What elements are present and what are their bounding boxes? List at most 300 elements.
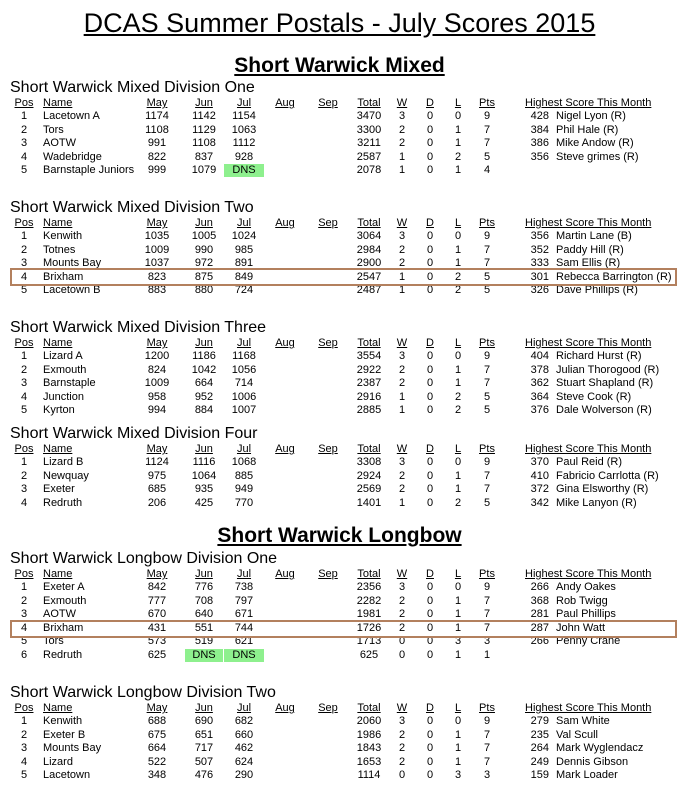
cell-jun: 1042 — [191, 363, 217, 376]
cell-hs_name: Andy Oakes — [556, 581, 616, 593]
cell-pos: 3 — [20, 608, 28, 620]
cell-total: 2900 — [356, 257, 382, 269]
cell-hs_name: Richard Hurst (R) — [556, 350, 642, 362]
cell-hs_score: 287 — [530, 621, 549, 634]
cell-hs_score: 410 — [530, 469, 549, 482]
header-l — [448, 702, 468, 715]
cell-pos: 5 — [20, 164, 28, 176]
cell-hs_name: Steve Cook (R) — [556, 390, 632, 403]
cell-pts: 7 — [483, 621, 491, 634]
header-l-label: L — [454, 702, 462, 714]
cell-total: 2282 — [356, 594, 382, 607]
header-may-label: May — [146, 568, 168, 580]
header-l — [448, 568, 468, 581]
table-row — [0, 244, 679, 257]
cell-hs_score: 333 — [530, 257, 549, 269]
cell-may: 1037 — [144, 257, 170, 269]
header-sep — [311, 337, 345, 350]
cell-d: 0 — [426, 608, 434, 620]
header-total-label: Total — [357, 568, 381, 580]
cell-name: Redruth — [43, 496, 83, 509]
cell-w: 2 — [398, 137, 406, 149]
cell-hs_score: 266 — [530, 581, 549, 593]
cell-d: 0 — [426, 635, 434, 647]
cell-name: Exeter A — [43, 581, 85, 593]
cell-name: Kenwith — [43, 715, 83, 727]
cell-name: Lacetown B — [43, 284, 101, 296]
cell-jun: 551 — [194, 621, 214, 634]
cell-jul: 1006 — [231, 390, 257, 403]
cell-may: 573 — [147, 635, 167, 647]
cell-jun: 664 — [194, 377, 214, 389]
cell-l: 1 — [454, 755, 462, 768]
cell-jul: 1024 — [231, 230, 257, 242]
header-total-label: Total — [357, 217, 381, 229]
table-row — [0, 377, 679, 390]
header-total-label: Total — [357, 702, 381, 714]
cell-pos: 3 — [20, 257, 28, 269]
cell-total: 1986 — [356, 728, 382, 741]
cell-hs_name: Sam White — [556, 715, 610, 727]
cell-jun: 476 — [194, 769, 214, 781]
header-aug-label: Aug — [275, 337, 295, 349]
division-title: Short Warwick Mixed Division Two — [10, 199, 254, 216]
cell-pos: 5 — [20, 635, 28, 647]
cell-jul: 885 — [234, 469, 254, 482]
cell-d: 0 — [426, 390, 434, 403]
header-aug — [268, 97, 302, 110]
header-hs — [525, 97, 651, 110]
cell-pos: 2 — [20, 728, 28, 741]
header-pos-label: Pos — [14, 337, 34, 349]
header-pos — [10, 443, 38, 456]
cell-d: 0 — [426, 137, 434, 149]
header-jun — [185, 337, 223, 350]
cell-hs_score: 356 — [530, 230, 549, 242]
table-header — [0, 217, 679, 230]
header-hs-label: Highest Score This Month — [525, 337, 652, 349]
header-total — [349, 337, 389, 350]
cell-d: 0 — [426, 496, 434, 509]
cell-d: 0 — [426, 728, 434, 741]
cell-hs_name: John Watt — [556, 621, 606, 634]
header-jul — [224, 97, 264, 110]
header-hs-label: Highest Score This Month — [525, 568, 652, 580]
cell-total: 2356 — [356, 581, 382, 593]
cell-total: 625 — [359, 648, 379, 661]
cell-may: 1009 — [144, 377, 170, 389]
table-row — [0, 483, 679, 496]
cell-d: 0 — [426, 230, 434, 242]
cell-w: 2 — [398, 621, 406, 634]
cell-hs_name: Phil Hale (R) — [556, 123, 619, 136]
cell-d: 0 — [426, 648, 434, 661]
cell-hs_score: 264 — [530, 742, 549, 754]
table-row — [0, 715, 679, 728]
cell-pos: 1 — [20, 581, 28, 593]
cell-total: 1653 — [356, 755, 382, 768]
table-row — [0, 581, 679, 594]
cell-d: 0 — [426, 621, 434, 634]
cell-total: 1401 — [356, 496, 382, 509]
cell-jul: 462 — [234, 742, 254, 754]
table-row — [0, 470, 679, 483]
cell-total: 2922 — [356, 363, 382, 376]
header-may — [138, 217, 176, 230]
cell-l: 1 — [454, 137, 462, 149]
cell-name: Lacetown A — [43, 110, 100, 122]
cell-w: 2 — [398, 608, 406, 620]
cell-jul: 1063 — [231, 123, 257, 136]
cell-jun: 1116 — [192, 456, 216, 468]
cell-d: 0 — [426, 715, 434, 727]
cell-total: 3064 — [356, 230, 382, 242]
cell-l: 1 — [454, 363, 462, 376]
header-hs — [525, 337, 651, 350]
header-pts — [476, 443, 498, 456]
cell-pos: 3 — [20, 483, 28, 495]
cell-w: 3 — [398, 230, 406, 242]
header-jun — [185, 443, 223, 456]
header-w — [392, 443, 412, 456]
cell-name: Kenwith — [43, 230, 83, 242]
table-row — [0, 769, 679, 782]
cell-may: 685 — [147, 483, 167, 495]
cell-pos: 1 — [20, 110, 28, 122]
header-may-label: May — [146, 443, 168, 455]
cell-hs_score: 364 — [530, 390, 549, 403]
header-hs — [525, 443, 651, 456]
cell-d: 0 — [426, 377, 434, 389]
cell-pts: 9 — [483, 230, 491, 242]
cell-pts: 5 — [483, 390, 491, 403]
cell-jun: DNS — [185, 649, 223, 662]
cell-hs_score: 378 — [530, 363, 549, 376]
cell-l: 0 — [454, 110, 462, 122]
header-d-label: D — [426, 217, 434, 229]
cell-jul: 1154 — [232, 110, 256, 122]
cell-may: 777 — [147, 594, 167, 607]
header-sep — [311, 97, 345, 110]
cell-may: 823 — [147, 270, 167, 283]
header-aug-label: Aug — [275, 217, 295, 229]
cell-pts: 5 — [483, 404, 491, 416]
header-total-label: Total — [357, 337, 381, 349]
cell-may: 1009 — [144, 243, 170, 256]
cell-hs_name: Mike Andow (R) — [556, 137, 634, 149]
cell-d: 0 — [426, 769, 434, 781]
cell-may: 522 — [147, 755, 167, 768]
header-pos — [10, 568, 38, 581]
cell-w: 2 — [398, 243, 406, 256]
cell-jul: 797 — [234, 594, 254, 607]
header-pos — [10, 337, 38, 350]
division-title: Short Warwick Longbow Division One — [10, 550, 278, 567]
cell-total: 1114 — [357, 769, 381, 781]
header-hs-label: Highest Score This Month — [525, 443, 652, 455]
cell-w: 2 — [398, 483, 406, 495]
cell-hs_name: Paul Reid (R) — [556, 456, 623, 468]
header-w — [392, 702, 412, 715]
cell-w: 3 — [398, 581, 406, 593]
cell-total: 3211 — [357, 137, 381, 149]
header-may — [138, 568, 176, 581]
cell-name: Junction — [43, 390, 84, 403]
cell-jul: 682 — [234, 715, 254, 727]
cell-w: 3 — [398, 456, 406, 468]
header-aug-label: Aug — [275, 97, 295, 109]
cell-d: 0 — [426, 483, 434, 495]
header-sep — [311, 568, 345, 581]
cell-l: 1 — [454, 728, 462, 741]
cell-pos: 2 — [20, 469, 28, 482]
cell-l: 3 — [454, 769, 462, 781]
cell-hs_name: Martin Lane (B) — [556, 230, 632, 242]
table-row — [0, 364, 679, 377]
cell-total: 1843 — [356, 742, 382, 754]
cell-l: 1 — [454, 594, 462, 607]
cell-d: 0 — [426, 755, 434, 768]
cell-may: 842 — [147, 581, 167, 593]
cell-may: 975 — [147, 469, 167, 482]
header-name-label: Name — [43, 568, 73, 580]
cell-jul: 671 — [234, 608, 254, 620]
cell-jun: 1079 — [191, 164, 217, 176]
header-sep — [311, 702, 345, 715]
cell-pts: 9 — [483, 110, 491, 122]
cell-hs_name: Paddy Hill (R) — [556, 243, 624, 256]
cell-hs_name: Dale Wolverson (R) — [556, 404, 652, 416]
cell-name: Exeter — [43, 483, 75, 495]
cell-jun: 1005 — [191, 230, 217, 242]
header-l-label: L — [454, 337, 462, 349]
table-row — [0, 649, 679, 662]
cell-may: 664 — [147, 742, 167, 754]
header-name-label: Name — [43, 217, 73, 229]
cell-l: 1 — [454, 123, 462, 136]
cell-pts: 7 — [483, 243, 491, 256]
cell-name: Exmouth — [43, 594, 87, 607]
cell-hs_score: 279 — [530, 715, 549, 727]
cell-hs_name: Rebecca Barrington (R) — [556, 270, 672, 283]
header-sep-label: Sep — [318, 337, 338, 349]
table-header — [0, 568, 679, 581]
table-row — [0, 124, 679, 137]
cell-may: 999 — [147, 164, 167, 176]
cell-jun: 880 — [194, 284, 214, 296]
cell-jun: 640 — [194, 608, 214, 620]
cell-hs_score: 362 — [530, 377, 549, 389]
cell-name: Tors — [43, 635, 64, 647]
cell-l: 2 — [454, 284, 462, 296]
cell-hs_score: 368 — [530, 594, 549, 607]
cell-pts: 7 — [483, 257, 491, 269]
header-pos — [10, 217, 38, 230]
header-aug-label: Aug — [275, 702, 295, 714]
cell-pts: 3 — [483, 635, 491, 647]
header-hs-label: Highest Score This Month — [525, 217, 652, 229]
header-hs — [525, 568, 651, 581]
cell-name: Redruth — [43, 648, 83, 661]
cell-pts: 7 — [483, 728, 491, 741]
cell-hs_score: 428 — [530, 110, 549, 122]
cell-may: 670 — [147, 608, 167, 620]
cell-total: 2078 — [356, 164, 382, 176]
cell-may: 824 — [147, 363, 167, 376]
header-aug — [268, 337, 302, 350]
cell-jun: 952 — [194, 390, 214, 403]
cell-d: 0 — [426, 257, 434, 269]
cell-pos: 2 — [20, 363, 28, 376]
cell-jul: 714 — [234, 377, 254, 389]
cell-jun: 1142 — [192, 110, 216, 122]
cell-hs_name: Dave Phillips (R) — [556, 284, 638, 296]
header-jul — [224, 443, 264, 456]
cell-pos: 2 — [20, 594, 28, 607]
cell-hs_name: Julian Thorogood (R) — [556, 363, 660, 376]
cell-hs_name: Fabricio Carrlotta (R) — [556, 469, 659, 482]
cell-l: 3 — [454, 635, 462, 647]
cell-jun: 651 — [194, 728, 214, 741]
cell-jun: 1108 — [192, 137, 216, 149]
cell-pts: 7 — [483, 363, 491, 376]
cell-pos: 1 — [20, 350, 28, 362]
header-pts — [476, 702, 498, 715]
header-total — [349, 568, 389, 581]
cell-pts: 5 — [483, 270, 491, 283]
header-pts — [476, 568, 498, 581]
cell-l: 1 — [454, 469, 462, 482]
header-name — [43, 568, 72, 581]
cell-l: 2 — [454, 404, 462, 416]
cell-d: 0 — [426, 243, 434, 256]
cell-total: 1981 — [356, 608, 382, 620]
cell-pos: 3 — [20, 377, 28, 389]
header-l-label: L — [454, 568, 462, 580]
header-w — [392, 97, 412, 110]
header-pos — [10, 97, 38, 110]
header-hs — [525, 702, 651, 715]
cell-w: 2 — [398, 257, 406, 269]
cell-l: 1 — [454, 164, 462, 176]
cell-name: AOTW — [43, 608, 76, 620]
cell-d: 0 — [426, 742, 434, 754]
cell-w: 2 — [398, 728, 406, 741]
cell-l: 1 — [454, 648, 462, 661]
header-w — [392, 568, 412, 581]
cell-jun: 717 — [194, 742, 214, 754]
highlight-brixham-mixed — [10, 268, 677, 286]
header-pts-label: Pts — [479, 443, 495, 455]
cell-hs_score: 342 — [530, 496, 549, 509]
cell-hs_score: 356 — [530, 150, 549, 163]
table-row — [0, 350, 679, 363]
cell-pts: 5 — [483, 284, 491, 296]
header-w-label: W — [396, 217, 408, 229]
header-jun-label: Jun — [195, 443, 213, 455]
cell-pts: 7 — [483, 377, 491, 389]
cell-pts: 3 — [483, 769, 491, 781]
cell-hs_name: Mark Wyglendacz — [556, 742, 644, 754]
header-d — [420, 568, 440, 581]
cell-jul: 744 — [234, 621, 254, 634]
cell-jul: 1068 — [231, 456, 257, 468]
header-d — [420, 337, 440, 350]
cell-jul: DNS — [224, 164, 264, 177]
cell-name: Lizard A — [43, 350, 83, 362]
cell-total: 2924 — [356, 469, 382, 482]
cell-hs_name: Mike Lanyon (R) — [556, 496, 637, 509]
table-row — [0, 497, 679, 510]
cell-l: 1 — [454, 243, 462, 256]
cell-may: 822 — [147, 150, 167, 163]
cell-may: 1200 — [144, 350, 170, 362]
cell-d: 0 — [426, 469, 434, 482]
cell-pts: 7 — [483, 483, 491, 495]
cell-l: 2 — [454, 496, 462, 509]
cell-d: 0 — [426, 164, 434, 176]
cell-jun: 776 — [194, 581, 214, 593]
header-d-label: D — [426, 97, 434, 109]
header-pts — [476, 217, 498, 230]
header-jun-label: Jun — [195, 337, 213, 349]
table-row — [0, 137, 679, 150]
cell-pos: 5 — [20, 404, 28, 416]
cell-w: 1 — [398, 496, 406, 509]
header-sep — [311, 443, 345, 456]
cell-jul: 891 — [234, 257, 254, 269]
header-l-label: L — [454, 217, 462, 229]
cell-total: 2387 — [356, 377, 382, 389]
cell-pts: 4 — [483, 164, 491, 176]
table-row — [0, 729, 679, 742]
cell-hs_score: 372 — [530, 483, 549, 495]
header-name-label: Name — [43, 702, 73, 714]
cell-w: 2 — [398, 377, 406, 389]
header-jul-label: Jul — [236, 97, 252, 109]
header-pts — [476, 97, 498, 110]
header-total — [349, 702, 389, 715]
cell-l: 0 — [454, 230, 462, 242]
table-row — [0, 164, 679, 177]
cell-jul: 724 — [234, 284, 254, 296]
cell-hs_name: Penny Crane — [556, 635, 621, 647]
cell-l: 0 — [454, 715, 462, 727]
header-d-label: D — [426, 337, 434, 349]
cell-jul: 738 — [234, 581, 254, 593]
cell-hs_score: 235 — [530, 728, 549, 741]
cell-pos: 4 — [20, 496, 28, 509]
cell-name: Lizard B — [43, 456, 84, 468]
header-jul-label: Jul — [236, 337, 252, 349]
table-row — [0, 391, 679, 404]
header-pts-label: Pts — [479, 217, 495, 229]
cell-w: 1 — [398, 404, 406, 416]
cell-d: 0 — [426, 456, 434, 468]
cell-pos: 3 — [20, 742, 28, 754]
header-d — [420, 217, 440, 230]
cell-total: 1726 — [356, 621, 382, 634]
header-jun-label: Jun — [195, 568, 213, 580]
cell-l: 2 — [454, 150, 462, 163]
cell-hs_score: 249 — [530, 755, 549, 768]
cell-jun: 1064 — [191, 469, 217, 482]
division-title: Short Warwick Mixed Division One — [10, 79, 255, 96]
table-row — [0, 756, 679, 769]
cell-may: 883 — [147, 284, 167, 296]
cell-jun: 519 — [194, 635, 214, 647]
cell-total: 3300 — [356, 123, 382, 136]
